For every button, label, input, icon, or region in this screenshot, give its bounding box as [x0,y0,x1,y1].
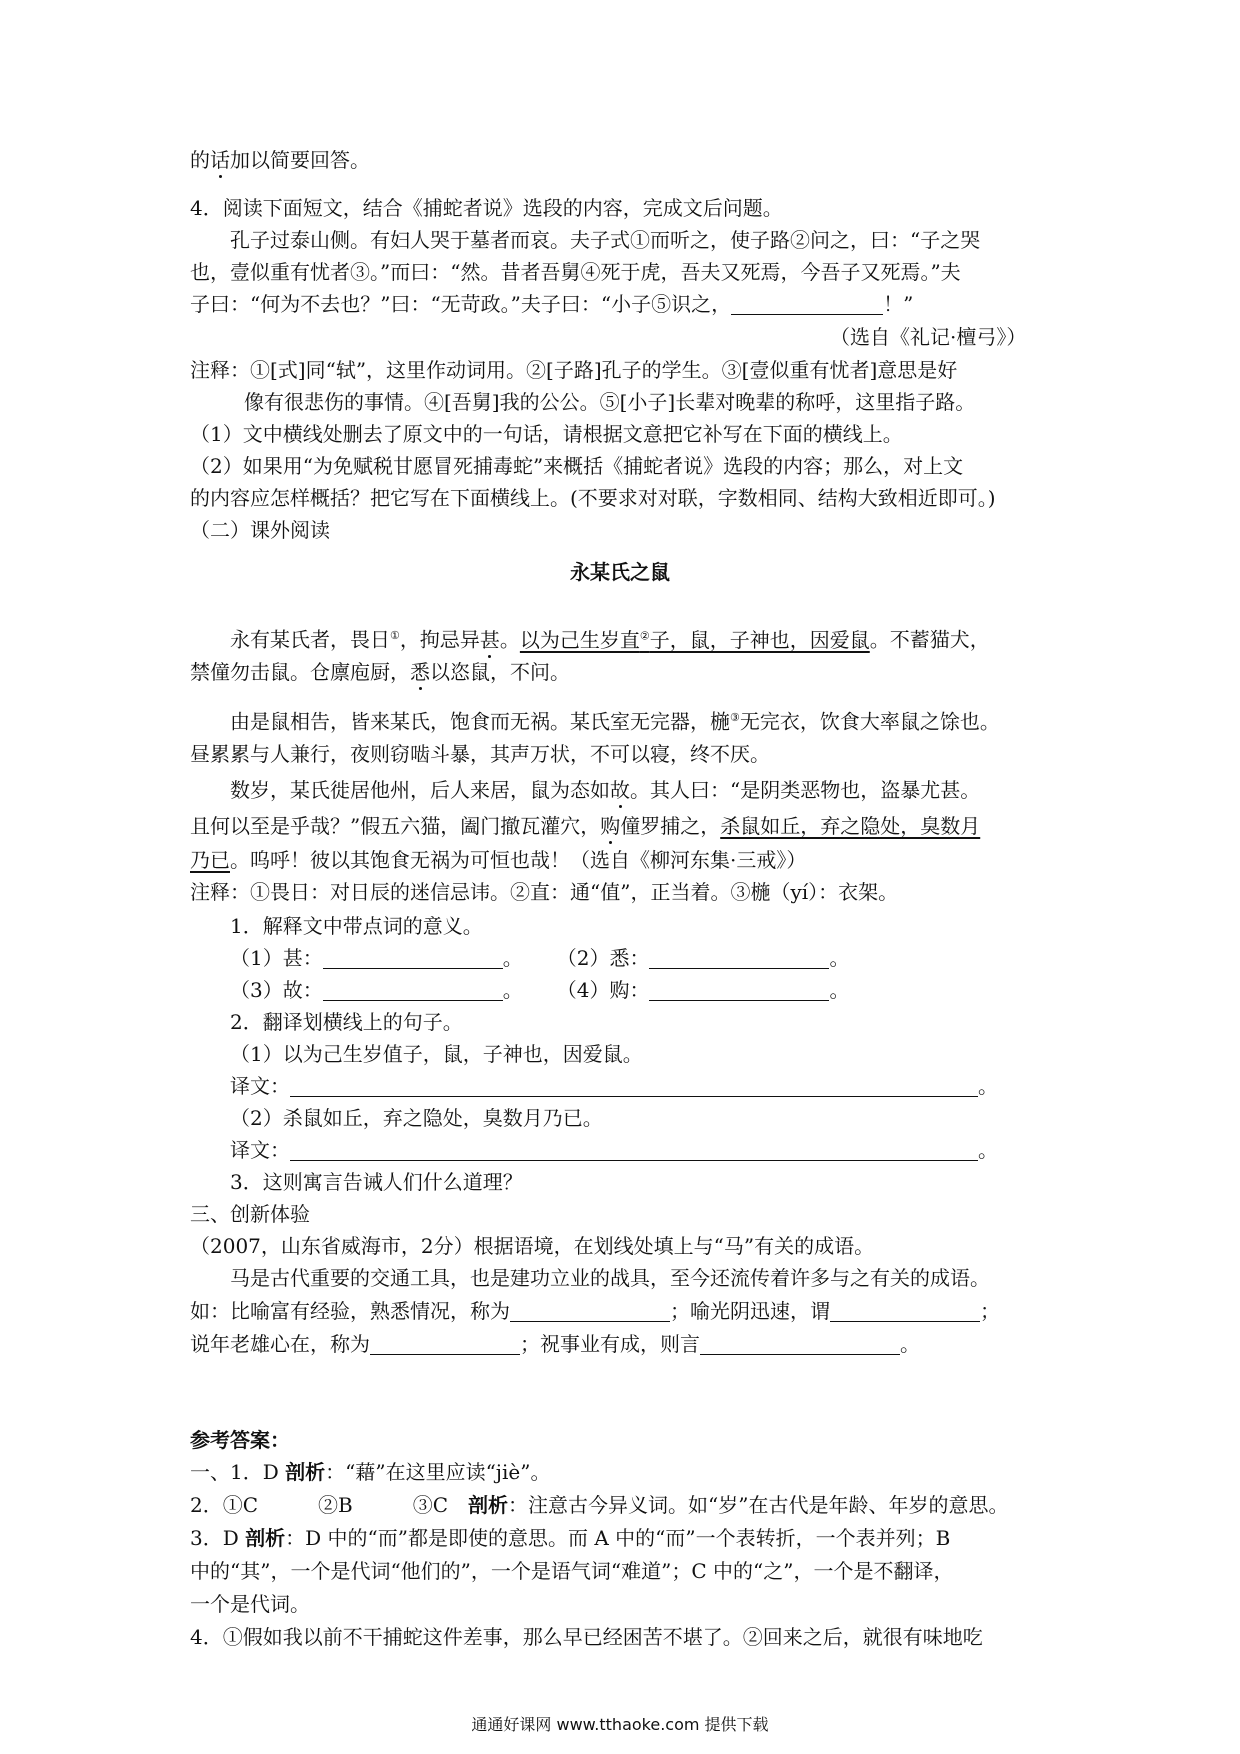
creative-line: 说年老雄心在，称为 ；祝事业有成，则言 。 [190,1332,920,1356]
answer-blank[interactable] [649,948,829,969]
creative-line: 如：比喻富有经验，熟悉情况，称为 ；喻光阴迅速，谓 ； [190,1299,1000,1323]
section-heading: （二）课外阅读 [190,518,330,542]
story-line: 乃已。呜呼！彼以其饱食无祸为可恒也哉！（选自《柳河东集·三戒》） [190,848,807,872]
answers-heading: 参考答案： [190,1428,290,1452]
sub-question: （1）文中横线处删去了原文中的一句话，请根据文意把它补写在下面的横线上。 [190,422,903,446]
passage-line: 孔子过泰山侧。有妇人哭于墓者而哀。夫子式①而听之，使子路②问之，曰：“子之哭 [230,228,981,252]
sub-question: （2）如果用“为免赋税甘愿冒死捕毒蛇”来概括《捕蛇者说》选段的内容；那么，对上文 [190,454,964,478]
underlined-sentence: 乃已 [190,848,230,872]
question-3: 3．这则寓言告诫人们什么道理？ [230,1170,523,1194]
dotted-char: 甚 [479,627,500,652]
story-line: 禁僮勿击鼠。仓廪庖厨，悉以恣鼠，不问。 [190,660,570,684]
note-line: 像有很悲伤的事情。④[吾舅]我的公公。⑤[小子]长辈对晚辈的称呼，这里指子路。 [244,390,976,414]
story-title: 永某氏之鼠 [570,560,670,584]
note-line: 注释：①[式]同“轼”，这里作动词用。②[子路]孔子的学生。③[壹似重有忧者]意思是好 [190,358,958,382]
underlined-sentence: 杀鼠如丘，弃之隐处，臭数月 [720,814,981,838]
answer-line: 3．D 剖析：D 中的“而”都是即使的意思。而 A 中的“而”一个表转折，一个表并列；B [190,1526,951,1550]
answer-blank[interactable] [700,1334,900,1355]
section-heading: 三、创新体验 [190,1202,310,1226]
passage-line: 子曰：“何为不去也？”曰：“无苛政。”夫子曰：“小子⑤识之， ！” [190,292,914,316]
question-2: 2．翻译划横线上的句子。 [230,1010,463,1034]
question-4-heading: 4．阅读下面短文，结合《捕蛇者说》选段的内容，完成文后问题。 [190,196,783,220]
page-footer: 通通好课网 www.tthaoke.com 提供下载 [471,1715,769,1734]
answer-blank[interactable] [731,294,883,315]
dotted-char: 故 [610,778,630,802]
story-line: 由是鼠相告，皆来某氏，饱食而无祸。某氏室无完器，椸③无完衣，饮食大率鼠之馀也。 [230,709,1000,734]
dotted-char: 话 [210,148,230,172]
question-2-sentence: （1）以为己生岁值子，鼠，子神也，因爱鼠。 [230,1042,643,1066]
underlined-sentence: 以为己生岁直②子，鼠，子神也，因爱鼠 [519,627,870,652]
story-line: 数岁，某氏徙居他州，后人来居，鼠为态如故。其人曰：“是阴类恶物也，盗暴尤甚。 [230,778,981,802]
question-1: 1．解释文中带点词的意义。 [230,914,483,938]
text-line: 的话加以简要回答。 [190,148,370,172]
answer-blank[interactable] [649,980,829,1001]
story-line: 永有某氏者，畏日①，拘忌异甚。以为己生岁直②子，鼠，子神也，因爱鼠。不蓄猫犬， [230,627,990,652]
answer-blank[interactable] [510,1301,670,1322]
answer-blank[interactable] [323,980,503,1001]
translation-row: 译文： 。 [230,1138,998,1162]
passage-line: 也，壹似重有忧者③。”而曰：“然。昔者吾舅④死于虎，吾夫又死焉，今吾子又死焉。”夫 [190,260,961,284]
story-note: 注释：①畏日：对日辰的迷信忌讳。②直：通“值”，正当着。③椸（yí）：衣架。 [190,880,899,904]
creative-line: （2007，山东省威海市，2分）根据语境，在划线处填上与“马”有关的成语。 [190,1234,875,1258]
sub-question: 的内容应怎样概括？把它写在下面横线上。(不要求对对联，字数相同、结构大致相近即可。) [190,486,996,510]
answer-line: 一个是代词。 [190,1592,310,1616]
answer-blank[interactable] [370,1334,520,1355]
answer-line: 中的“其”，一个是代词“他们的”，一个是语气词“难道”；C 中的“之”，一个是不翻译， [190,1559,954,1583]
story-line: 昼累累与人兼行，夜则窃啮斗暴，其声万状，不可以寝，终不厌。 [190,742,770,766]
answer-blank[interactable] [323,948,503,969]
answer-line: 4．①假如我以前不干捕蛇这件差事，那么早已经困苦不堪了。②回来之后，就很有味地吃 [190,1625,983,1649]
answer-line: 一、1．D 剖析：“藉”在这里应读“jiè”。 [190,1460,551,1484]
answer-blank[interactable] [830,1301,980,1322]
answer-line: 2．①C ②B ③C 剖析：注意古今异义词。如“岁”在古代是年龄、年岁的意思。 [190,1493,1009,1517]
dotted-char: 购 [600,814,621,838]
translation-row: 译文： 。 [230,1074,998,1098]
creative-line: 马是古代重要的交通工具，也是建功立业的战具，至今还流传着许多与之有关的成语。 [230,1266,990,1290]
answer-blank[interactable] [290,1076,978,1097]
question-1-row: （1）甚： 。 （2）悉： 。 [230,946,850,970]
answer-blank[interactable] [290,1140,978,1161]
question-1-row: （3）故： 。 （4）购： 。 [230,978,850,1002]
passage-source: （选自《礼记·檀弓》） [830,325,1027,349]
dotted-char: 悉 [410,660,430,684]
story-line: 且何以至是乎哉？”假五六猫，阖门撤瓦灌穴，购僮罗捕之，杀鼠如丘，弃之隐处，臭数月 [190,814,981,838]
question-2-sentence: （2）杀鼠如丘，弃之隐处，臭数月乃已。 [230,1106,603,1130]
